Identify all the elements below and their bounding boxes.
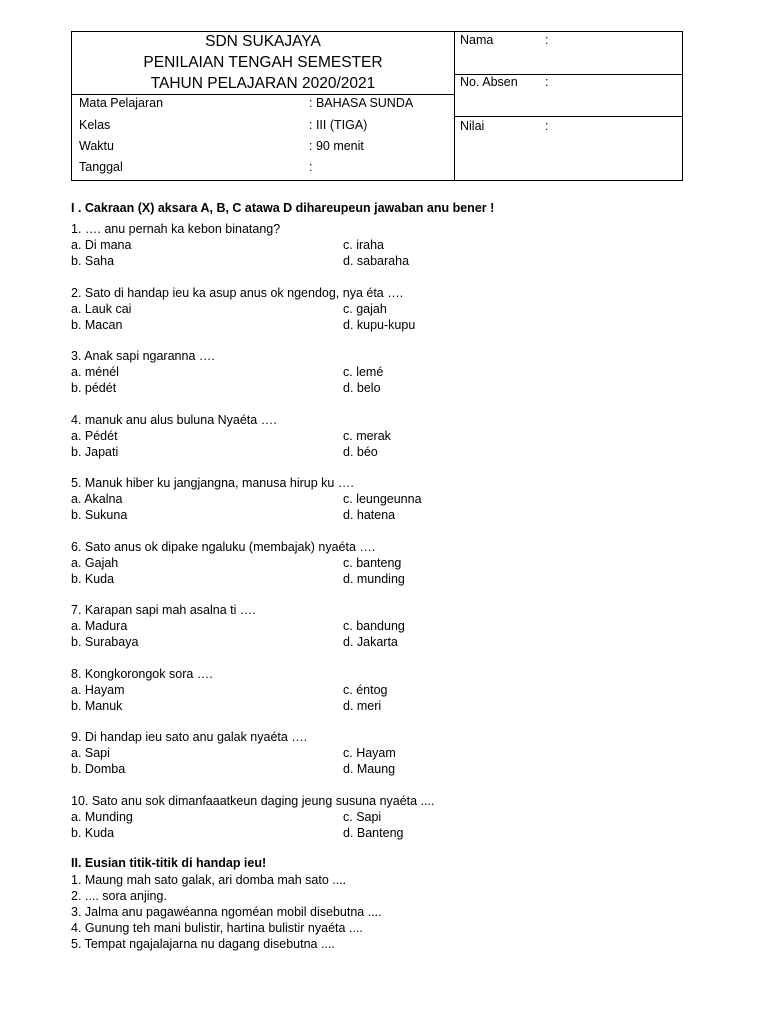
- option-a: a. Akalna: [71, 492, 123, 506]
- option-a: a. Lauk cai: [71, 302, 132, 316]
- question-text: 9. Di handap ieu sato anu galak nyaéta ….: [71, 730, 308, 744]
- info-value-date: :: [309, 160, 313, 174]
- question-text: 4. manuk anu alus buluna Nyaéta ….: [71, 413, 277, 427]
- option-c: c. banteng: [343, 556, 402, 570]
- option-c: c. leungeunna: [343, 492, 422, 506]
- option-d: d. Maung: [343, 762, 396, 776]
- essay-item-4: 4. Gunung teh mani bulistir, hartina bulistir nyaéta ....: [71, 921, 363, 935]
- exam-title: PENILAIAN TENGAH SEMESTER: [143, 54, 383, 71]
- question-text: 6. Sato anus ok dipake ngaluku (membajak) nyaéta ….: [71, 540, 376, 554]
- question-text: 2. Sato di handap ieu ka asup anus ok ngendog, nya éta ….: [71, 286, 404, 300]
- school-name: SDN SUKAJAYA: [205, 33, 321, 50]
- option-c: c. Hayam: [343, 746, 396, 760]
- score-colon: :: [545, 119, 549, 133]
- academic-year: TAHUN PELAJARAN 2020/2021: [150, 75, 376, 92]
- option-c: c. lemé: [343, 365, 384, 379]
- option-a: a. Gajah: [71, 556, 119, 570]
- option-b: b. pédét: [71, 381, 117, 395]
- name-label: Nama: [460, 33, 494, 47]
- section-2-title: II. Eusian titik-titik di handap ieu!: [71, 856, 267, 870]
- info-label-date: Tanggal: [79, 160, 123, 174]
- option-b: b. Domba: [71, 762, 126, 776]
- header-divider-vertical: [454, 32, 455, 181]
- option-d: d. meri: [343, 699, 382, 713]
- option-d: d. munding: [343, 572, 405, 586]
- essay-item-3: 3. Jalma anu pagawéanna ngoméan mobil disebutna ....: [71, 905, 382, 919]
- option-b: b. Saha: [71, 254, 115, 268]
- option-a: a. Madura: [71, 619, 128, 633]
- essay-item-5: 5. Tempat ngajalajarna nu dagang disebutna ....: [71, 937, 335, 951]
- question-text: 10. Sato anu sok dimanfaaatkeun daging jeung susuna nyaéta ....: [71, 794, 435, 808]
- option-b: b. Macan: [71, 318, 123, 332]
- name-colon: :: [545, 33, 549, 47]
- option-a: a. Hayam: [71, 683, 125, 697]
- option-d: d. Jakarta: [343, 635, 398, 649]
- info-value-class: : III (TIGA): [309, 118, 368, 132]
- question-text: 8. Kongkorongok sora ….: [71, 667, 213, 681]
- option-d: d. béo: [343, 445, 378, 459]
- option-c: c. Sapi: [343, 810, 382, 824]
- option-b: b. Kuda: [71, 826, 115, 840]
- header-divider-right-2: [454, 116, 683, 117]
- option-b: b. Japati: [71, 445, 119, 459]
- option-b: b. Sukuna: [71, 508, 128, 522]
- absent-number-label: No. Absen: [460, 75, 518, 89]
- section-1-title: I . Cakraan (X) aksara A, B, C atawa D dihareupeun jawaban anu bener !: [71, 201, 495, 215]
- question-text: 5. Manuk hiber ku jangjangna, manusa hirup ku ….: [71, 476, 354, 490]
- option-b: b. Manuk: [71, 699, 123, 713]
- option-b: b. Kuda: [71, 572, 115, 586]
- option-c: c. bandung: [343, 619, 405, 633]
- option-a: a. ménél: [71, 365, 119, 379]
- question-text: 3. Anak sapi ngaranna ….: [71, 349, 215, 363]
- option-c: c. merak: [343, 429, 391, 443]
- info-value-time: : 90 menit: [309, 139, 364, 153]
- option-a: a. Pédét: [71, 429, 118, 443]
- essay-item-1: 1. Maung mah sato galak, ari domba mah sato ....: [71, 873, 347, 887]
- header-divider-left: [72, 94, 454, 95]
- option-a: a. Sapi: [71, 746, 110, 760]
- option-b: b. Surabaya: [71, 635, 139, 649]
- option-d: d. sabaraha: [343, 254, 410, 268]
- question-text: 1. …. anu pernah ka kebon binatang?: [71, 222, 281, 236]
- option-c: c. iraha: [343, 238, 384, 252]
- option-a: a. Di mana: [71, 238, 132, 252]
- score-label: Nilai: [460, 119, 485, 133]
- option-d: d. kupu-kupu: [343, 318, 416, 332]
- option-a: a. Munding: [71, 810, 133, 824]
- option-d: d. Banteng: [343, 826, 404, 840]
- option-c: c. gajah: [343, 302, 387, 316]
- option-d: d. belo: [343, 381, 381, 395]
- info-value-subject: : BAHASA SUNDA: [309, 96, 414, 110]
- info-label-class: Kelas: [79, 118, 111, 132]
- absent-number-colon: :: [545, 75, 549, 89]
- option-d: d. hatena: [343, 508, 396, 522]
- question-text: 7. Karapan sapi mah asalna ti ….: [71, 603, 256, 617]
- header-box: [71, 31, 683, 181]
- info-label-time: Waktu: [79, 139, 114, 153]
- info-label-subject: Mata Pelajaran: [79, 96, 164, 110]
- option-c: c. éntog: [343, 683, 388, 697]
- essay-item-2: 2. .... sora anjing.: [71, 889, 167, 903]
